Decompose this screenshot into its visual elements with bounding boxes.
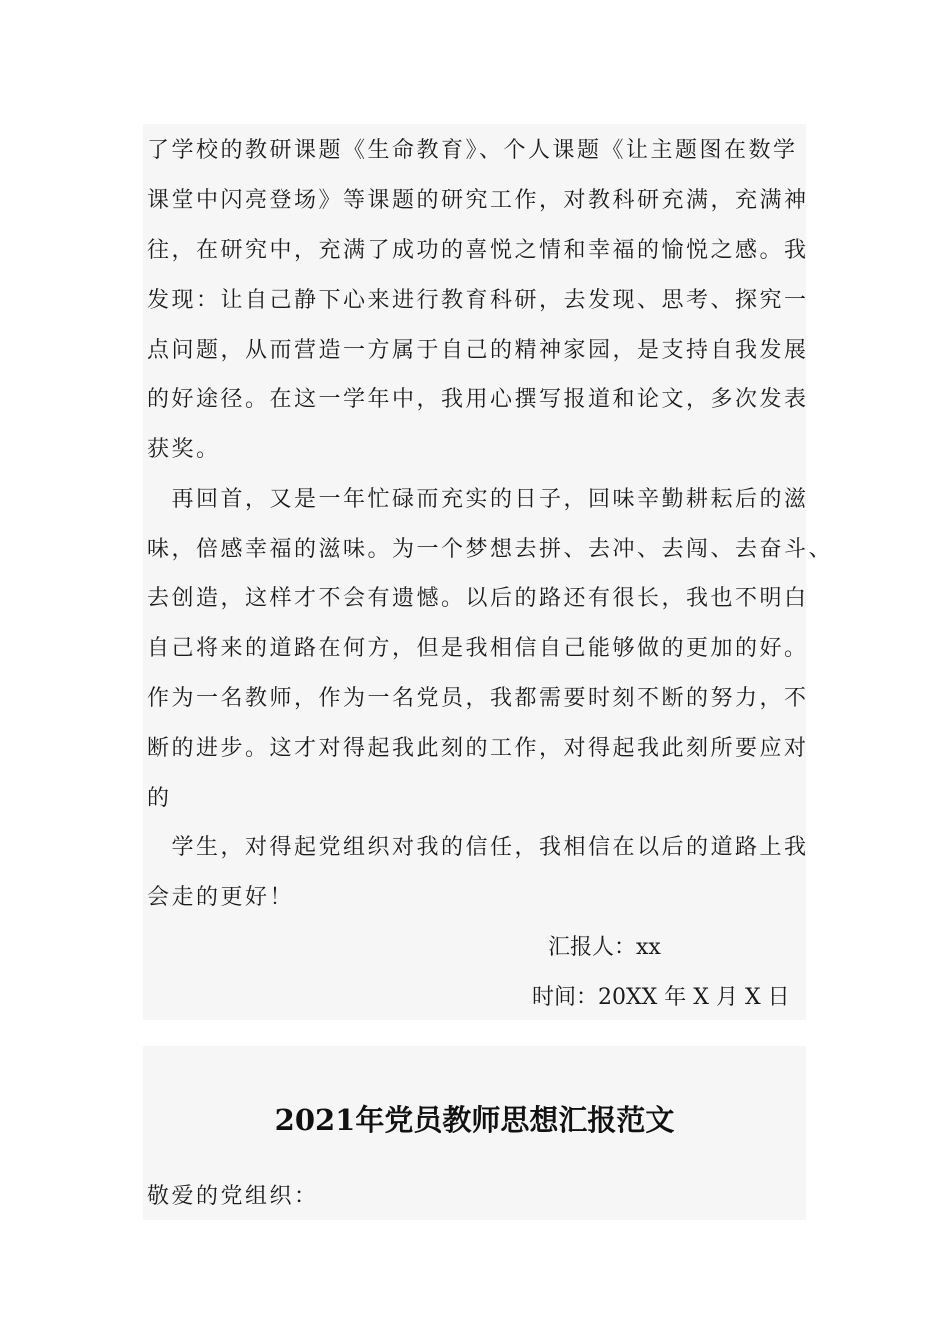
body-line: 了学校的教研课题《生命教育》、个人课题《让主题图在数学 [147, 138, 798, 163]
body-line: 会走的更好！ [147, 885, 295, 910]
body-line: 的 [147, 786, 172, 811]
salutation: 敬爱的党组织： [147, 1184, 319, 1209]
body-line: 的好途径。在这一学年中，我用心撰写报道和论文，多次发表 [147, 387, 809, 412]
body-line: 课堂中闪亮登场》等课题的研究工作，对教科研充满，充满神 [147, 188, 809, 213]
report-body-section [143, 124, 834, 1020]
next-report-section [143, 1046, 806, 1220]
body-line: 作为一名教师，作为一名党员，我都需要时刻不断的努力，不 [147, 686, 809, 711]
body-line: 点问题，从而营造一方属于自己的精神家园，是支持自我发展 [147, 338, 809, 363]
body-line: 往，在研究中，充满了成功的喜悦之情和幸福的愉悦之感。我 [147, 238, 809, 263]
body-line: 再回首，又是一年忙碌而充实的日子，回味辛勤耕耘后的滋 [147, 487, 809, 512]
body-line: 自己将来的道路在何方，但是我相信自己能够做的更加的好。 [147, 636, 809, 661]
body-line: 获奖。 [147, 437, 221, 462]
body-line: 去创造，这样才不会有遗憾。以后的路还有很长，我也不明白 [147, 586, 809, 611]
body-line: 学生，对得起党组织对我的信任，我相信在以后的道路上我 [147, 835, 809, 860]
reporter-signature: 汇报人：xx [548, 935, 661, 960]
report-title: 2021年党员教师思想汇报范文 [274, 1103, 675, 1137]
body-line: 断的进步。这才对得起我此刻的工作，对得起我此刻所要应对 [147, 736, 809, 761]
report-date: 时间：20XX 年 X 月 X 日 [532, 985, 790, 1010]
body-line: 味，倍感幸福的滋味。为一个梦想去拼、去冲、去闯、去奋斗、 [147, 537, 834, 562]
body-line: 发现：让自己静下心来进行教育科研，去发现、思考、探究一 [147, 288, 809, 313]
